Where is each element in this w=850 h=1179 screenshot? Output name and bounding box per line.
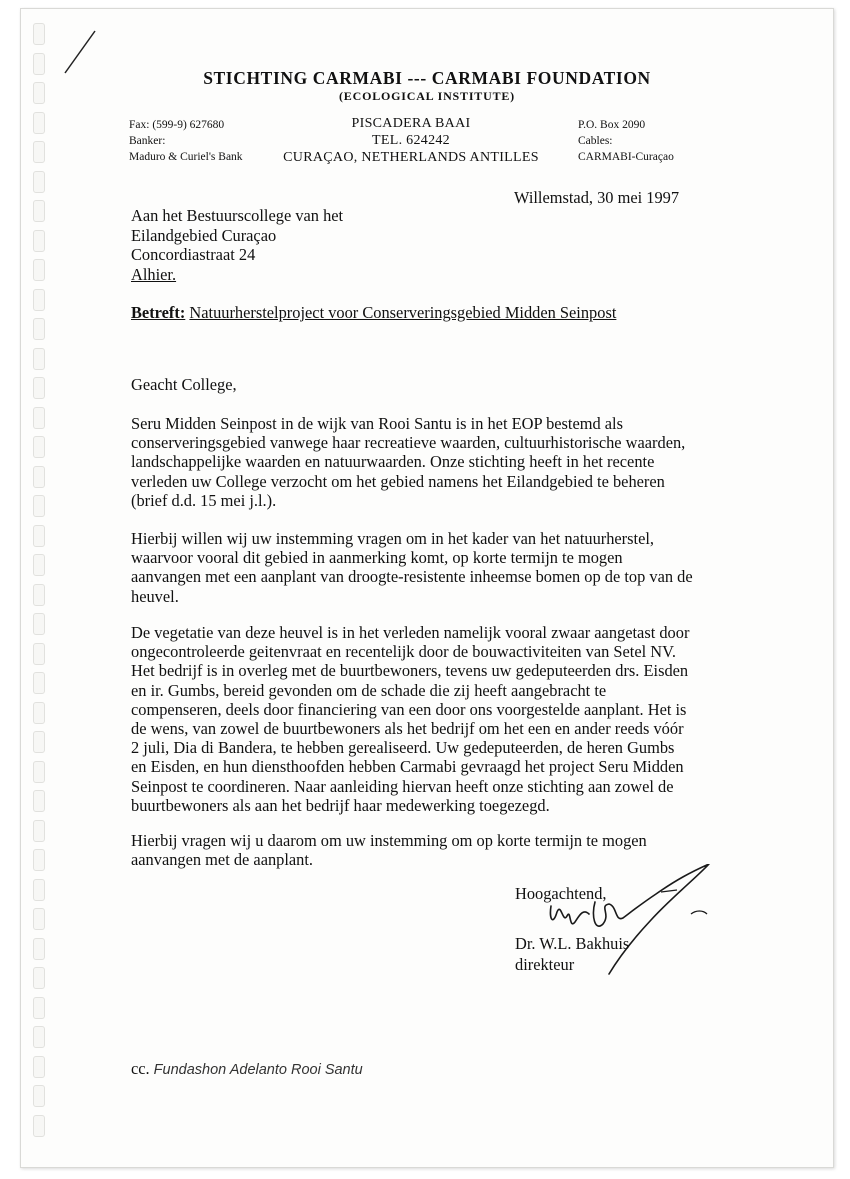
paragraph-line: de wens, van zowel de buurtbewoners als het bedrijf om het een en ander reeds vóór xyxy=(131,719,684,739)
paragraph-2 xyxy=(131,529,731,606)
binder-hole xyxy=(33,554,45,576)
paragraph-3 xyxy=(131,623,731,815)
letterhead-title: STICHTING CARMABI --- CARMABI FOUNDATION xyxy=(203,68,651,88)
paragraph-line: landschappelijke waarden en natuurwaarden. Onze stichting heeft in het recente xyxy=(131,452,655,472)
binder-hole xyxy=(33,495,45,517)
country-line: CURAÇAO, NETHERLANDS ANTILLES xyxy=(283,150,539,165)
binder-hole xyxy=(33,997,45,1019)
cables-address: CARMABI-Curaçao xyxy=(578,151,674,163)
paragraph-line: Seru Midden Seinpost in de wijk van Rooi Santu is in het EOP bestemd als xyxy=(131,414,623,433)
paragraph-line: en Eisden, en hun diensthoofden hebben Carmabi gevraagd het project Seru Midden xyxy=(131,757,684,777)
binder-hole xyxy=(33,731,45,753)
location-line: PISCADERA BAAI xyxy=(351,116,471,131)
paragraph-line: conserveringsgebied vanwege haar recreatieve waarden, cultuurhistorische waarden, xyxy=(131,433,686,453)
paragraph-line: 2 juli, Dia di Bandera, te hebben gerealiseerd. Uw gedeputeerden, de heren Gumbs xyxy=(131,738,675,758)
signatory-title: direkteur xyxy=(515,955,575,974)
binder-hole xyxy=(33,348,45,370)
paragraph-line: De vegetatie van deze heuvel is in het verleden namelijk vooral zwaar aangetast door xyxy=(131,623,690,642)
letterhead-center-block xyxy=(266,115,556,166)
fax-line: Fax: (599-9) 627680 xyxy=(129,119,225,131)
paragraph-line: Seinpost te coordineren. Naar aanleiding hiervan heeft onze stichting aan zowel de xyxy=(131,776,674,796)
paragraph-line: aanvangen met de aanplant. xyxy=(131,850,314,870)
po-box-line: P.O. Box 2090 xyxy=(578,119,646,131)
recipient-line: Aan het Bestuurscollege van het xyxy=(131,206,344,225)
subject-text: Natuurherstelproject voor Conserveringsgebied Midden Seinpost xyxy=(189,303,617,322)
paragraph-line: Hierbij vragen wij u daarom om uw instemming om op korte termijn te mogen xyxy=(131,831,647,850)
binder-hole xyxy=(33,1056,45,1078)
binder-hole xyxy=(33,525,45,547)
binder-hole xyxy=(33,318,45,340)
recipient-line: Eilandgebied Curaçao xyxy=(131,225,277,245)
paragraph-line: buurtbewoners als aan het bedrijf haar medewerking toegezegd. xyxy=(131,795,550,815)
cc-line xyxy=(131,1059,363,1079)
binder-hole xyxy=(33,23,45,45)
cc-prefix: cc. xyxy=(131,1059,150,1078)
paragraph-line: en ir. Gumbs, bereid gevonden om de schade die zij heeft aangebracht te xyxy=(131,680,607,700)
binder-hole xyxy=(33,672,45,694)
binder-holes xyxy=(33,23,47,1153)
binder-hole xyxy=(33,1026,45,1048)
binder-hole xyxy=(33,377,45,399)
recipient-address xyxy=(131,206,343,284)
bank-name: Maduro & Curiel's Bank xyxy=(129,151,243,163)
cables-label: Cables: xyxy=(578,135,613,147)
binder-hole xyxy=(33,141,45,163)
binder-hole xyxy=(33,790,45,812)
binder-hole xyxy=(33,436,45,458)
paragraph-line: ongecontroleerde geitenvraat en recentelijk door de bouwactiviteiten van Setel NV. xyxy=(131,642,676,662)
paragraph-line: aanvangen met een aanplant van droogte-resistente inheemse bomen op de top van de xyxy=(131,567,693,587)
paragraph-line: Het bedrijf is in overleg met de buurtbewoners, tevens uw gedeputeerden drs. Eisden xyxy=(131,661,689,681)
binder-hole xyxy=(33,702,45,724)
salutation: Geacht College, xyxy=(131,375,237,394)
binder-hole xyxy=(33,200,45,222)
binder-hole xyxy=(33,613,45,635)
binder-hole xyxy=(33,230,45,252)
binder-hole xyxy=(33,112,45,134)
paragraph-line: compenseren, deels door financiering van een door ons voorgestelde aanplant. Het is xyxy=(131,699,687,719)
recipient-line: Concordiastraat 24 xyxy=(131,245,256,264)
paragraph-line: (brief d.d. 15 mei j.l.). xyxy=(131,490,277,510)
binder-hole xyxy=(33,1085,45,1107)
letterhead-left-block xyxy=(129,117,243,165)
paragraph-line: verleden uw College verzocht om het gebied namens het Eilandgebied te beheren xyxy=(131,471,665,491)
paragraph-1 xyxy=(131,414,731,510)
subject-label: Betreft: xyxy=(131,303,186,322)
cc-recipient: Fundashon Adelanto Rooi Santu xyxy=(153,1062,363,1078)
binder-hole xyxy=(33,1115,45,1137)
paragraph-line: waarvoor vooral dit gebied in aanmerking komt, op korte termijn te mogen xyxy=(131,548,623,568)
binder-hole xyxy=(33,820,45,842)
subject-line xyxy=(131,303,616,322)
binder-hole xyxy=(33,761,45,783)
binder-hole xyxy=(33,938,45,960)
binder-hole xyxy=(33,908,45,930)
binder-hole xyxy=(33,407,45,429)
binder-hole xyxy=(33,171,45,193)
banker-label: Banker: xyxy=(129,135,166,147)
binder-hole xyxy=(33,584,45,606)
binder-hole xyxy=(33,879,45,901)
letter-date: Willemstad, 30 mei 1997 xyxy=(514,188,680,207)
paragraph-line: heuvel. xyxy=(131,586,179,606)
paragraph-line: Hierbij willen wij uw instemming vragen om in het kader van het natuurherstel, xyxy=(131,529,655,548)
closing: Hoogachtend, xyxy=(515,884,607,903)
signatory-name: Dr. W.L. Bakhuis xyxy=(515,934,630,953)
binder-hole xyxy=(33,849,45,871)
binder-hole xyxy=(33,967,45,989)
phone-line: TEL. 624242 xyxy=(372,133,450,148)
letterhead-right-block xyxy=(578,117,674,165)
binder-hole xyxy=(33,466,45,488)
recipient-line: Alhier. xyxy=(131,264,177,284)
binder-hole xyxy=(33,289,45,311)
binder-hole xyxy=(33,259,45,281)
letter-page xyxy=(20,8,834,1168)
binder-hole xyxy=(33,643,45,665)
letterhead-subtitle: (ECOLOGICAL INSTITUTE) xyxy=(339,89,515,103)
